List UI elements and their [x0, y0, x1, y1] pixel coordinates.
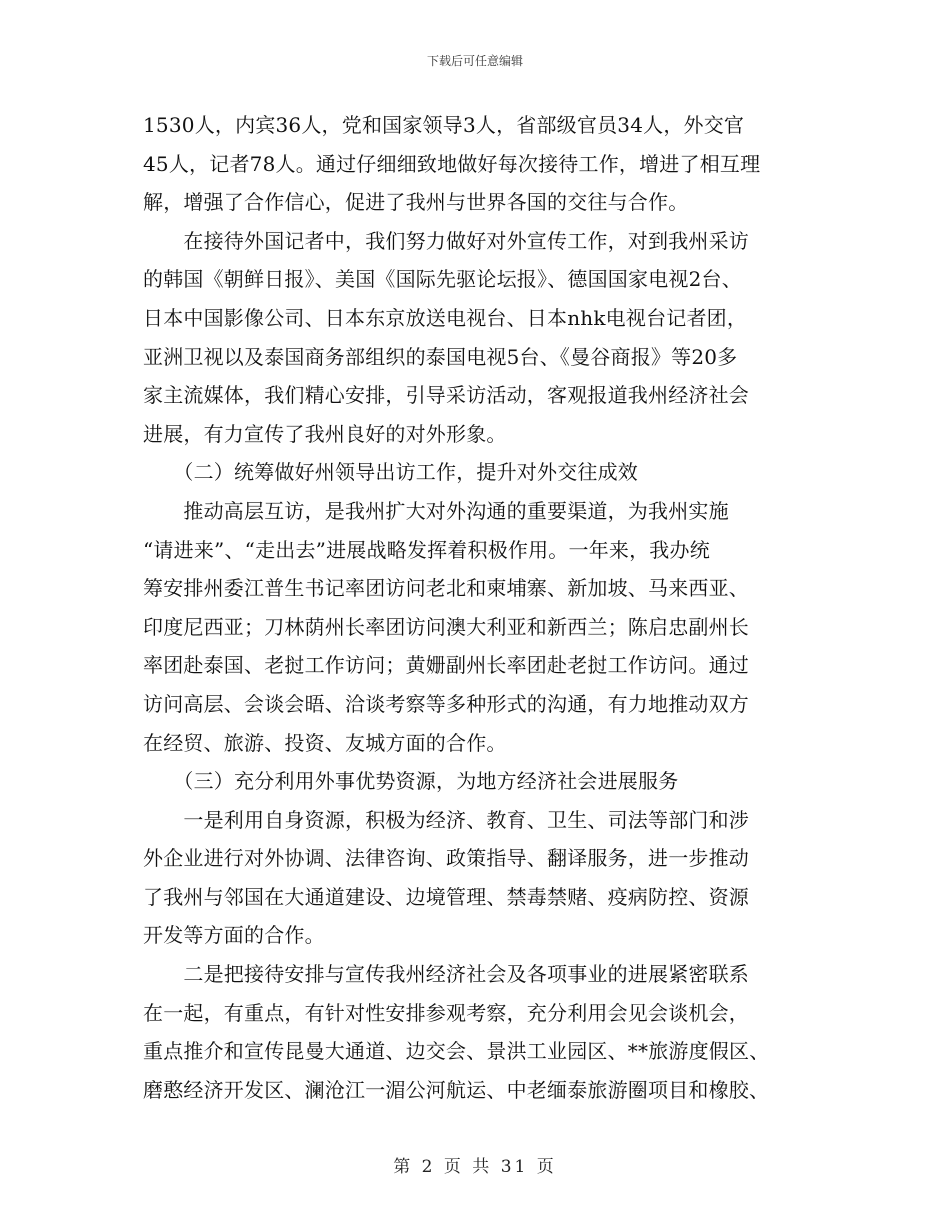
- text-line: 了我州与邻国在大通道建设、边境管理、禁毒禁赌、疫病防控、资源: [143, 884, 749, 909]
- document-body: [143, 106, 808, 1109]
- text-line: 亚洲卫视以及泰国商务部组织的泰国电视5台、《曼谷商报》等20多: [143, 344, 738, 369]
- text-line: 45人，记者78人。通过仔细细致地做好每次接待工作，增进了相互理: [143, 151, 761, 176]
- page-footer: 第 2 页 共 31 页: [393, 1157, 557, 1177]
- text-line: 开发等方面的合作。: [143, 923, 325, 948]
- text-line: 二是把接待安排与宣传我州经济社会及各项事业的进展紧密联系: [143, 962, 749, 987]
- text-line: 重点推介和宣传昆曼大通道、边交会、景洪工业园区、**旅游度假区、: [143, 1039, 770, 1064]
- text-line: 访问高层、会谈会晤、洽谈考察等多种形式的沟通，有力地推动双方: [143, 691, 749, 716]
- text-line: 筹安排州委江普生书记率团访问老北和柬埔寨、新加坡、马来西亚、: [143, 576, 749, 601]
- text-line: 推动高层互访，是我州扩大对外沟通的重要渠道，为我州实施: [143, 498, 729, 523]
- text-line: “请进来”、“走出去”进展战略发挥着积极作用。一年来，我办统: [143, 537, 710, 562]
- text-line: 在接待外国记者中，我们努力做好对外宣传工作，对到我州采访: [143, 228, 749, 253]
- page-header: 下载后可任意编辑: [426, 54, 523, 68]
- text-line: 在经贸、旅游、投资、友城方面的合作。: [143, 730, 507, 755]
- text-line: 率团赴泰国、老挝工作访问；黄姗副州长率团赴老挝工作访问。通过: [143, 653, 749, 678]
- text-line: 印度尼西亚；刀林荫州长率团访问澳大利亚和新西兰；陈启忠副州长: [143, 614, 749, 639]
- text-line: 一是利用自身资源，积极为经济、教育、卫生、司法等部门和涉: [143, 807, 749, 832]
- text-line: 1530人，内宾36人，党和国家领导3人，省部级官员34人，外交官: [143, 113, 745, 137]
- text-line: 在一起，有重点，有针对性安排参观考察，充分利用会见会谈机会，: [143, 1000, 749, 1025]
- text-line: 的韩国《朝鲜日报》、美国《国际先驱论坛报》、德国国家电视2台、: [143, 267, 742, 292]
- text-line: 外企业进行对外协调、法律咨询、政策指导、翻译服务，进一步推动: [143, 846, 749, 871]
- section-heading: （三）充分利用外事优势资源，为地方经济社会进展服务: [143, 769, 679, 794]
- text-line: 家主流媒体，我们精心安排，引导采访活动，客观报道我州经济社会: [143, 383, 749, 408]
- text-line: 进展，有力宣传了我州良好的对外形象。: [143, 421, 507, 446]
- text-line: 磨憨经济开发区、澜沧江一湄公河航运、中老缅泰旅游圈项目和橡胶、: [143, 1077, 770, 1102]
- text-line: 解，增强了合作信心，促进了我州与世界各国的交往与合作。: [143, 190, 689, 215]
- text-line: 日本中国影像公司、日本东京放送电视台、日本nhk电视台记者团，: [143, 305, 748, 330]
- section-heading: （二）统筹做好州领导出访工作，提升对外交往成效: [143, 460, 638, 485]
